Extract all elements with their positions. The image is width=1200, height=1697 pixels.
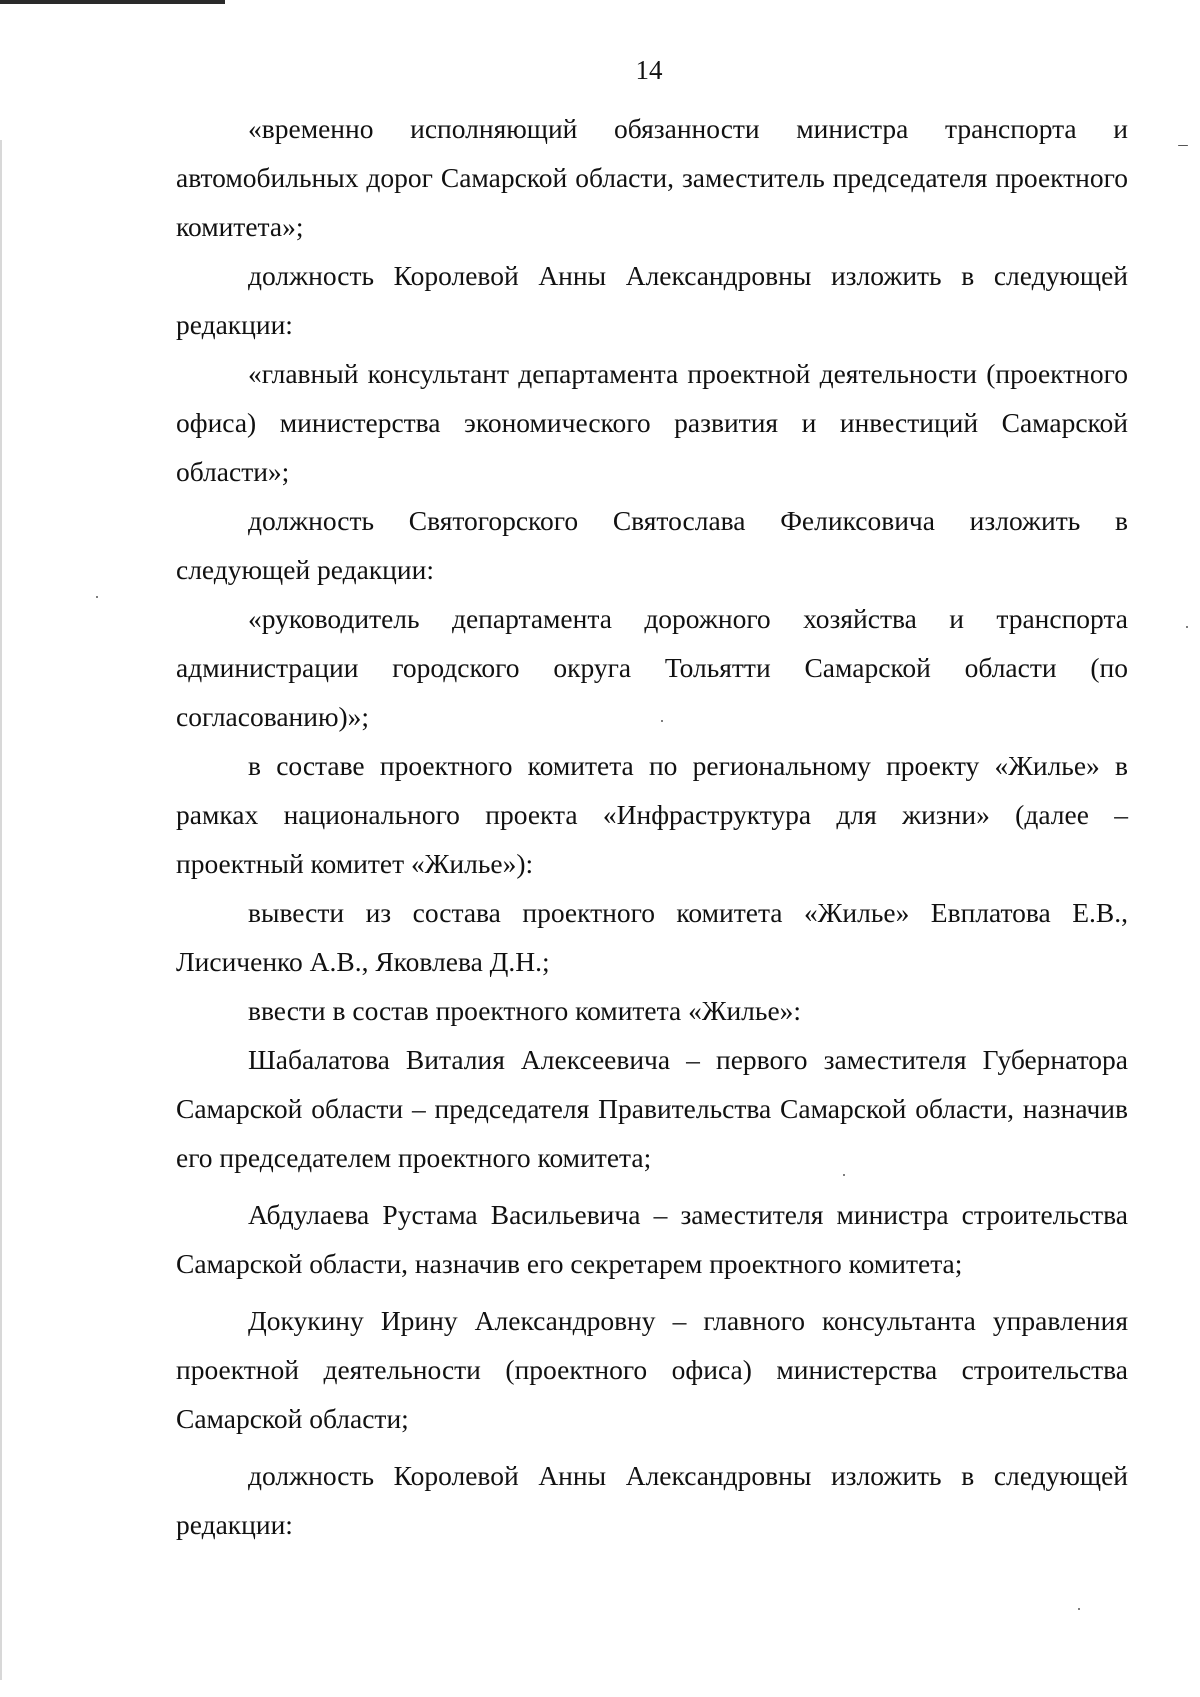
paragraph-11: Докукину Ирину Александровну – главного консультанта управления проектной деятельности (проектного офиса) министерства строительства Самарской области; [176, 1305, 1128, 1434]
paragraph-3: «главный консультант департамента проектной деятельности (проектного офиса) министерства экономического развития и инвестиций Самарской области»; [176, 358, 1128, 487]
paragraph-6: в составе проектного комитета по региональному проекту «Жилье» в рамках национального проекта «Инфраструктура для жизни» (далее – проектный комитет «Жилье»): [176, 750, 1128, 879]
paragraph-9: Шабалатова Виталия Алексеевича – первого заместителя Губернатора Самарской области – председателя Правительства Самарской области, назначив его председателем проектного комитета; [176, 1044, 1128, 1173]
paragraph-8: ввести в состав проектного комитета «Жилье»: [248, 995, 802, 1026]
scan-speck [1186, 626, 1188, 628]
document-body [176, 104, 1128, 1549]
scan-speck [96, 596, 98, 598]
page-number: 14 [635, 55, 663, 85]
paragraph-10: Абдулаева Рустама Васильевича – заместителя министра строительства Самарской области, назначив его секретарем проектного комитета; [176, 1199, 1128, 1279]
paragraph-5: «руководитель департамента дорожного хозяйства и транспорта администрации городского округа Тольятти Самарской области (по согласованию)»; [176, 603, 1128, 732]
scan-top-line [0, 0, 225, 4]
paragraph-2: должность Королевой Анны Александровны изложить в следующей редакции: [176, 260, 1128, 340]
scan-left-edge [0, 140, 2, 1680]
scan-speck [1078, 1608, 1080, 1610]
paragraph-4: должность Святогорского Святослава Феликсовича изложить в следующей редакции: [176, 505, 1128, 585]
scan-speck [1178, 145, 1188, 146]
scan-speck [661, 720, 663, 722]
paragraph-1: «временно исполняющий обязанности министра транспорта и автомобильных дорог Самарской области, заместитель председателя проектного комитета»; [176, 113, 1128, 242]
scan-speck [843, 1174, 845, 1176]
paragraph-12: должность Королевой Анны Александровны изложить в следующей редакции: [176, 1460, 1128, 1540]
paragraph-7: вывести из состава проектного комитета «Жилье» Евплатова Е.В., Лисиченко А.В., Яковлева Д.Н.; [176, 897, 1128, 977]
